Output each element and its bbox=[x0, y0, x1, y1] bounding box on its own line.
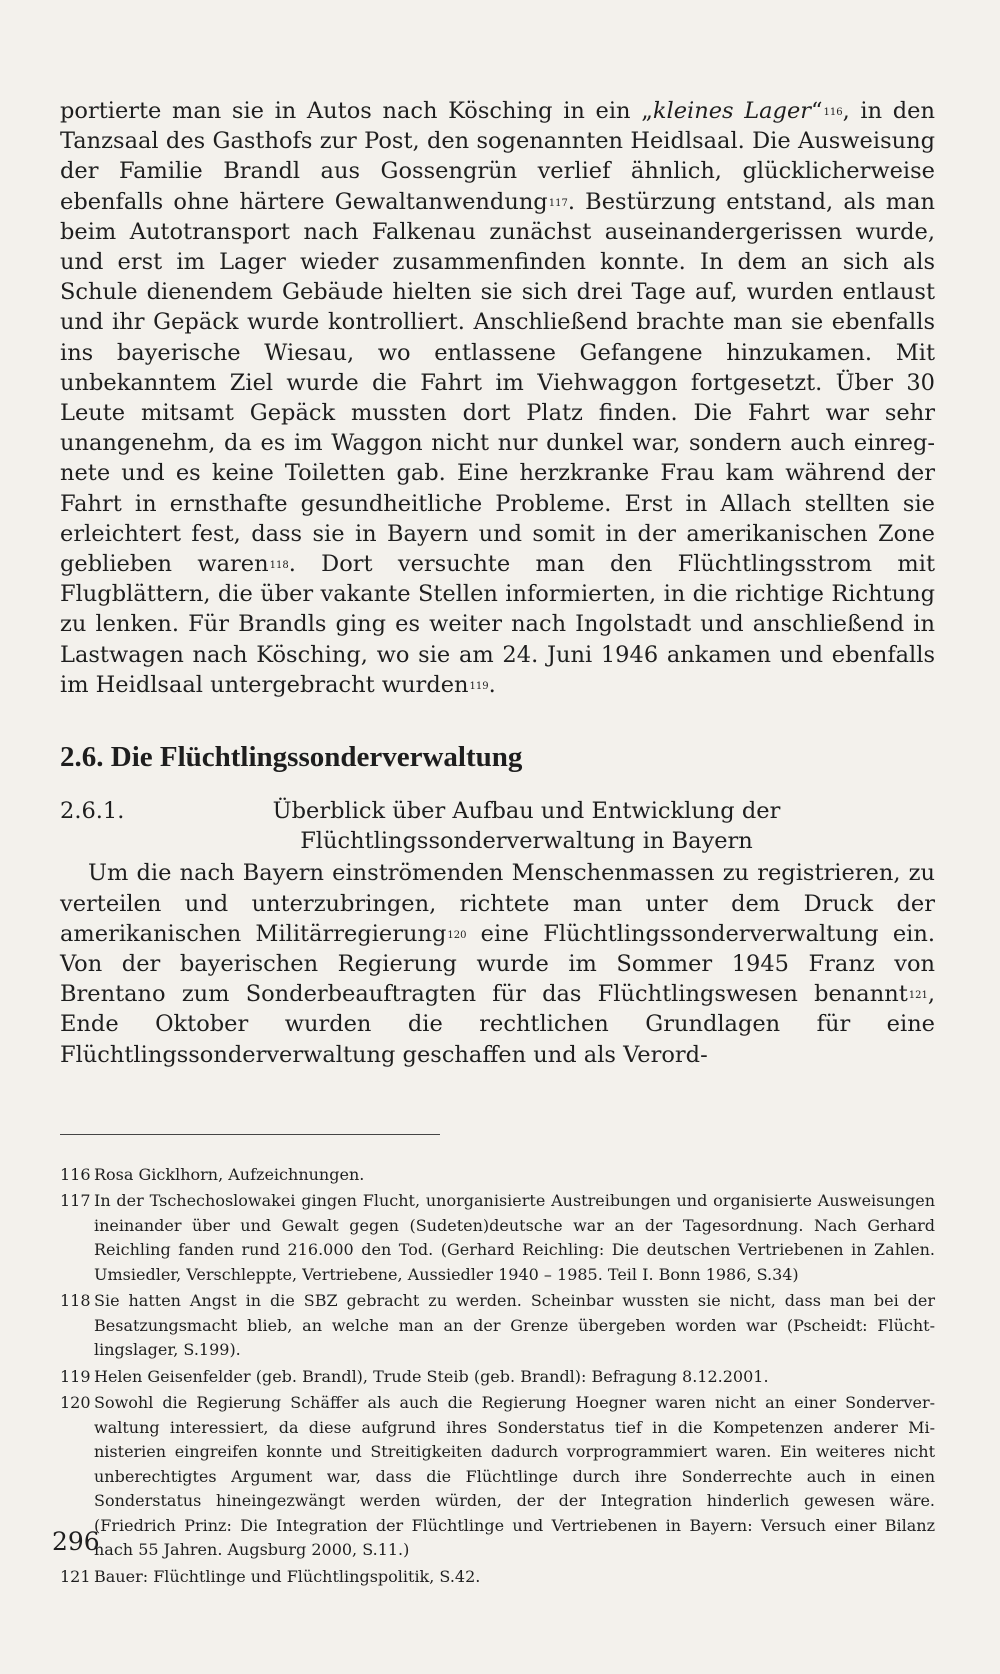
footnotes bbox=[60, 1163, 935, 1590]
subsection-number: 2.6.1. bbox=[60, 798, 125, 825]
body-text-top bbox=[60, 96, 935, 700]
text-run: . bbox=[488, 671, 496, 698]
footnote-number: 119 bbox=[60, 1366, 91, 1386]
footnote-text: In der Tschechoslowakei gingen Flucht, unorganisierte Austreibungen und organisierte Ausweisungen ineinander über und Gewalt gegen (Sudeten)deutsche war an der Tagesordnung. Nach Gerhard Reichling fanden rund 216.000 den Tod. (Gerhard Reichling: Die deutschen Vertriebenen in Zahlen. Umsiedler, Verschleppte, Vertriebene, Aussiedler 1940 – 1985. Teil I. Bonn 1986, S.34) bbox=[94, 1191, 935, 1284]
text-run: . Bestürzung entstand, als man beim Autotransport nach Falkenau zunächst auseinandergerissen wurde, und erst im Lager wieder zusammenfinden konnte. In dem an sich als Schule dienendem Gebäude hielten sie sich drei Tage auf, wurden entlaust und ihr Gepäck wurde kontrolliert. Anschließend brachte man sie ebenfalls ins bayerische Wiesau, wo entlassene Gefangene hinzukamen. Mit unbekanntem Ziel wurde die Fahrt im Viehwaggon fortgesetzt. Über 30 Leute mitsamt Gepäck mussten dort Platz finden. Die Fahrt war sehr unangenehm, da es im Waggon nicht nur dunkel war, sondern auch einregnete und es keine Toiletten gab. Eine herzkranke Frau kam während der Fahrt in ernsthafte gesundheitliche Probleme. Erst in Allach stellten sie erleichtert fest, dass sie in Bayern und somit in der amerikanischen Zone geblieben waren bbox=[60, 188, 935, 578]
page-number: 296 bbox=[52, 1527, 100, 1556]
footnote-118 bbox=[60, 1289, 935, 1363]
text-run: , in den Tanzsaal des Gasthofs zur Post, den sogenannten Heidlsaal. Die Ausweisung der Familie Brandl aus Gossengrün verlief ähnlich, glücklicherweise ebenfalls ohne härtere Gewaltanwendung bbox=[60, 98, 935, 215]
text-run: Um die nach Bayern einströmenden Menschenmassen zu registrieren, zu verteilen und unterzubringen, richtete man unter dem Druck der amerikanischen Militärregierung bbox=[60, 860, 935, 947]
footnote-text: Sie hatten Angst in die SBZ gebracht zu werden. Scheinbar wussten sie nicht, dass man bei der Besatzungsmacht blieb, an welche man an der Grenze übergeben worden war (Pscheidt: Flüchtlingslager, S.199). bbox=[94, 1291, 935, 1360]
italic-text: kleines Lager bbox=[652, 98, 812, 124]
footnote-number: 121 bbox=[60, 1566, 91, 1586]
footnote-marker: 120 bbox=[447, 929, 467, 941]
footnote-marker: 119 bbox=[469, 680, 489, 692]
text-run: eine Flüchtlingssonderverwaltung ein. Von der bayerischen Regierung wurde im Sommer 1945 Franz von Brentano zum Sonderbeauftragten für das Flüchtlingswesen benannt bbox=[60, 920, 935, 1008]
book-page bbox=[60, 96, 935, 1591]
footnote-separator bbox=[60, 1134, 440, 1135]
footnote-number: 120 bbox=[60, 1393, 91, 1413]
body-text-bottom bbox=[60, 858, 935, 1069]
text-run: “ bbox=[811, 98, 823, 124]
footnote-120 bbox=[60, 1391, 935, 1563]
text-run: . Dort versuchte man den Flüchtlingsstrom mit Flugblättern, die über vakante Stellen informierten, in die richtige Richtung zu lenken. Für Brandls ging es weiter nach Ingolstadt und anschließend in Lastwagen nach Kösching, wo sie am 24. Juni 1946 ankamen und ebenfalls im Heidlsaal untergebracht wurden bbox=[60, 551, 935, 698]
subsection-heading bbox=[60, 796, 935, 856]
footnote-marker: 117 bbox=[548, 197, 568, 209]
text-run: portierte man sie in Autos nach Kösching in ein „ bbox=[60, 98, 653, 124]
footnote-marker: 116 bbox=[823, 107, 843, 118]
footnote-marker: 118 bbox=[269, 560, 289, 572]
paragraph bbox=[60, 858, 935, 1069]
footnote-number: 118 bbox=[60, 1291, 91, 1311]
subsection-title: Überblick über Aufbau und Entwicklung der Flüchtlingssonderverwaltung in Bayern bbox=[272, 798, 781, 855]
footnote-text: Bauer: Flüchtlinge und Flüchtlingspolitik, S.42. bbox=[94, 1566, 481, 1586]
footnote-116 bbox=[60, 1163, 935, 1188]
text-run: , Ende Oktober wurden die rechtlichen Grundlagen für eine Flüchtlingssonderverwaltung geschaffen und als Verord- bbox=[60, 981, 935, 1068]
footnote-text: Sowohl die Regierung Schäffer als auch die Regierung Hoegner waren nicht an einer Sonderverwaltung interessiert, da diese aufgrund ihres Sonderstatus tief in die Kompetenzen anderer Ministerien eingreifen konnte und Streitigkeiten dadurch vorprogrammiert waren. Ein weiteres nicht unberechtigtes Argument war, dass die Flüchtlinge durch ihre Sonderrechte auch in einen Sonderstatus hineingezwängt werden würden, der der Integration hinderlich gewesen wäre. (Friedrich Prinz: Die Integration der Flüchtlinge und Vertriebenen in Bayern: Versuch einer Bilanz nach 55 Jahren. Augsburg 2000, S.11.) bbox=[94, 1393, 935, 1560]
footnote-121 bbox=[60, 1565, 935, 1590]
section-heading: 2.6. Die Flüchtlingssonderverwaltung bbox=[60, 741, 523, 774]
footnote-117 bbox=[60, 1189, 935, 1287]
footnote-text: Rosa Gicklhorn, Aufzeichnungen. bbox=[94, 1164, 365, 1184]
footnote-number: 117 bbox=[60, 1191, 91, 1211]
footnote-marker: 121 bbox=[908, 990, 928, 1002]
paragraph bbox=[60, 96, 935, 700]
footnote-number: 116 bbox=[60, 1164, 91, 1184]
footnote-119 bbox=[60, 1365, 935, 1390]
footnote-text: Helen Geisenfelder (geb. Brandl), Trude Steib (geb. Brandl): Befragung 8.12.2001. bbox=[94, 1366, 769, 1386]
